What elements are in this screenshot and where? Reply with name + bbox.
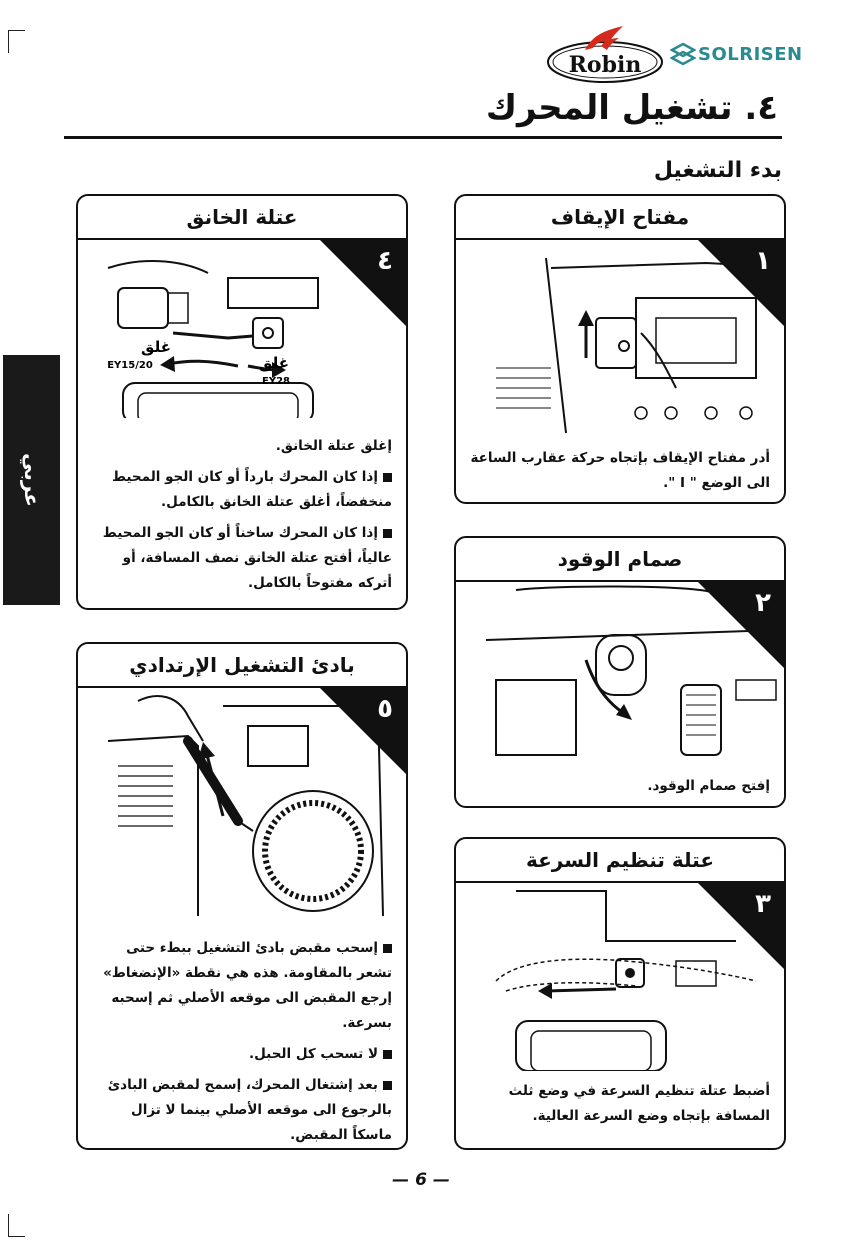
panel-recoil-starter [76, 642, 408, 1150]
crop-mark-bottom-left [8, 1214, 25, 1237]
crop-mark-top-left [8, 30, 25, 53]
model-label-1: EY15/20 [107, 360, 153, 371]
list-item: إذا كان المحرك بارداً أو كان الجو المحيط منخفضاً، أغلق عتلة الخانق بالكامل. [111, 469, 392, 510]
choke-intro: إغلق عتلة الخانق. [275, 438, 392, 454]
list-item: لا تسحب كل الحبل. [92, 1042, 392, 1067]
bullet-square [383, 473, 392, 482]
side-tab-label: عربي [19, 453, 44, 507]
title-divider [64, 136, 782, 139]
panel-instructions [92, 434, 392, 602]
bullet-square [383, 1050, 392, 1059]
step-number: ٤ [377, 246, 393, 276]
panel-throttle-lever [454, 837, 786, 1150]
panel-fuel-valve [454, 536, 786, 808]
list-item: إذا كان المحرك ساخناً أو كان الجو المحيط عالياً، أفتح عتلة الخانق نصف المسافة، أو أتركه مفتوحاً بالكامل. [102, 525, 392, 591]
bullet-square [383, 1081, 392, 1090]
panel-title: عتلة الخانق [78, 196, 406, 240]
bullet-square [383, 944, 392, 953]
list-item: بعد إشتغال المحرك، إسمح لمقبض البادئ بالرجوع الى موقعه الأصلي بينما لا تزال ماسكاً المقبض. [107, 1077, 392, 1143]
model-label-2: EY28 [262, 376, 290, 387]
panel-instructions: أضبط عتلة تنظيم السرعة في وضع ثلث المسافة بإتجاه وضع السرعة العالية. [508, 1083, 770, 1124]
close-label-1: غلق [141, 338, 171, 356]
solrisen-logo [670, 36, 830, 76]
solrisen-logo-text: SOLRISEN [698, 44, 803, 65]
panel-title: مفتاح الإيقاف [456, 196, 784, 240]
step-number: ٥ [377, 694, 393, 724]
language-side-tab [3, 355, 60, 605]
header-logos [545, 12, 825, 80]
robin-logo-text: Robin [568, 52, 642, 78]
page-title: ٤. تشغيل المحرك [485, 88, 778, 128]
panel-instructions: أدر مفتاح الإيقاف بإتجاه حركة عقارب الساعة الى الوضع " I ". [470, 450, 770, 491]
panel-instructions: إفتح صمام الوقود. [647, 778, 770, 794]
panel-title: بادئ التشغيل الإرتدادي [78, 644, 406, 688]
list-item: إسحب مقبض بادئ التشغيل ببطء حتى تشعر بالمقاومة. هذه هي نقطة «الإنضغاط» إرجع المقبض الى موقعه الأصلي ثم إسحبه بسرعة. [103, 940, 392, 1031]
panel-title: صمام الوقود [456, 538, 784, 582]
close-label-2: غلق [259, 354, 289, 372]
panel-instructions [92, 936, 392, 1150]
bullet-square [383, 529, 392, 538]
step-number: ٣ [755, 889, 771, 919]
panel-choke-lever [76, 194, 408, 610]
step-number: ١ [755, 246, 771, 276]
page-number: — 6 — [392, 1170, 450, 1190]
panel-stop-switch [454, 194, 786, 504]
step-number: ٢ [755, 588, 771, 618]
panel-title: عتلة تنظيم السرعة [456, 839, 784, 883]
section-heading: بدء التشغيل [653, 158, 782, 183]
